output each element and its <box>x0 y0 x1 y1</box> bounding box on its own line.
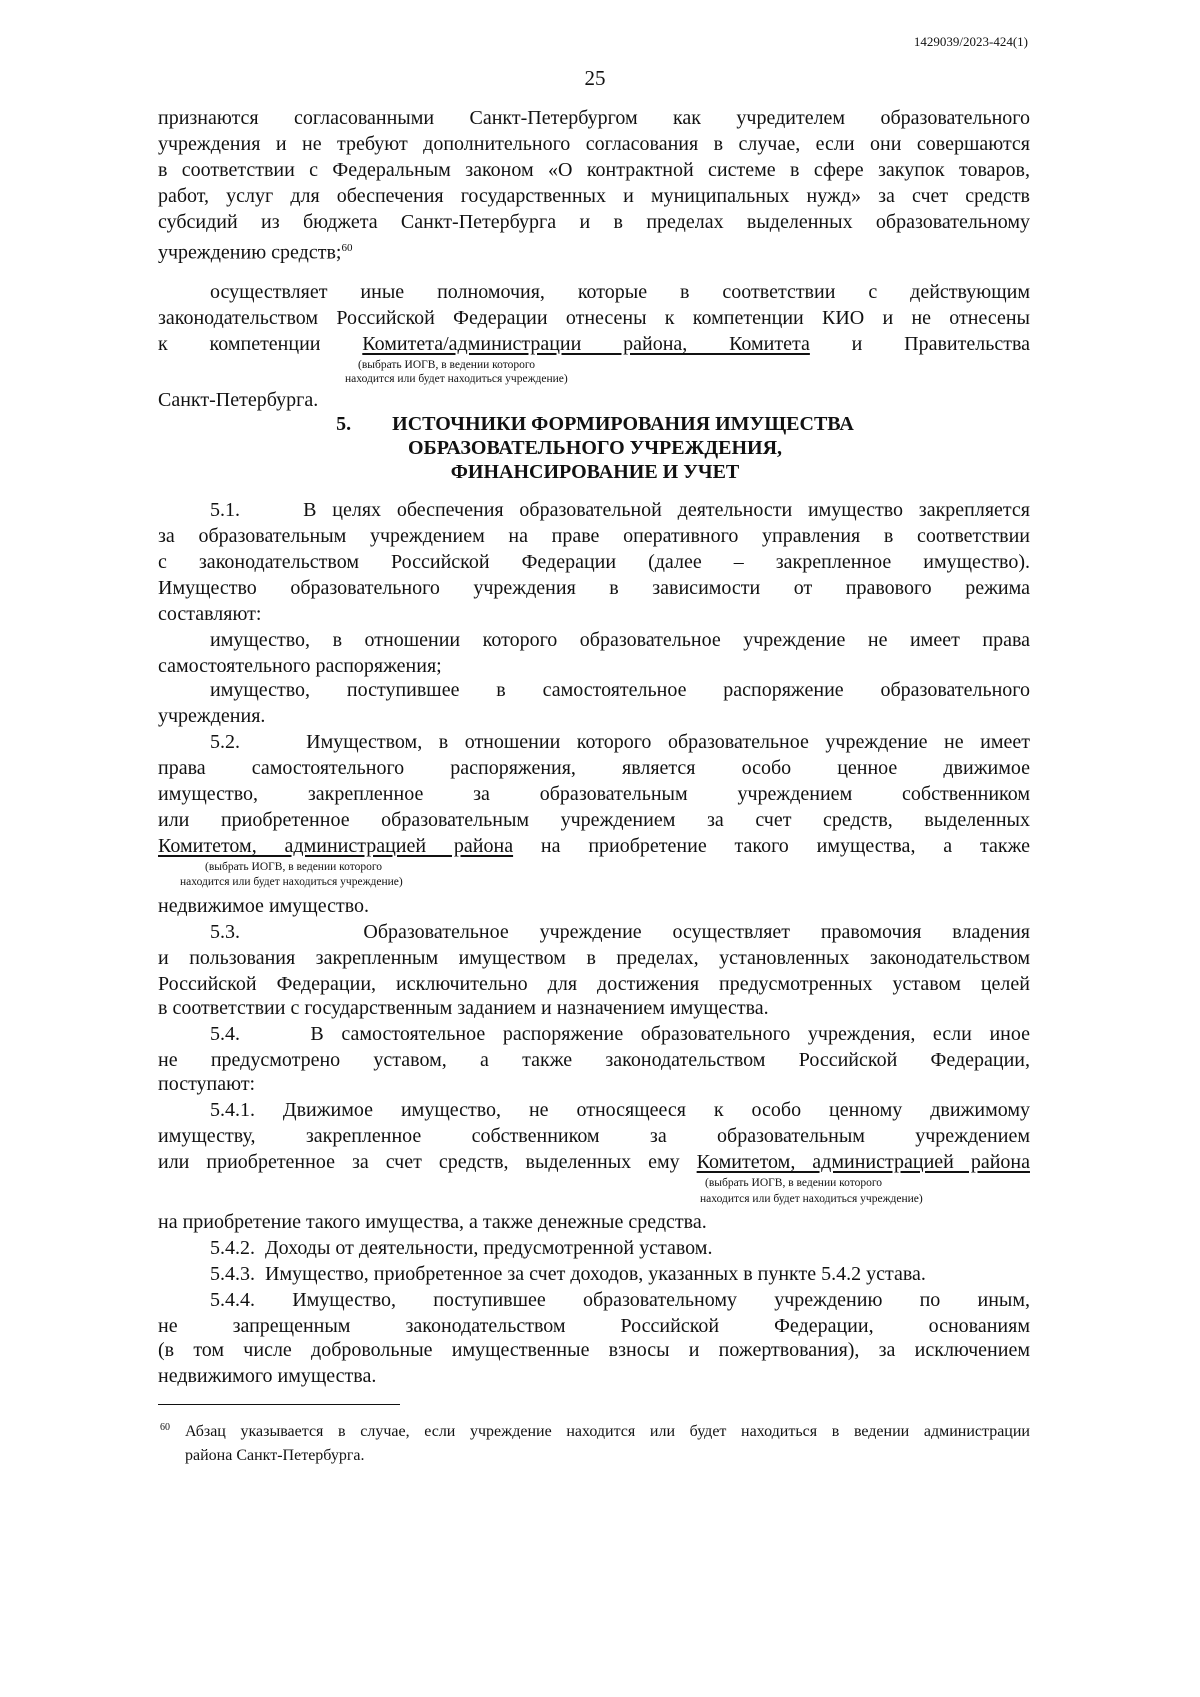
document-reference: 1429039/2023-424(1) <box>913 34 1028 49</box>
text-line: Санкт-Петербурга. <box>158 389 319 411</box>
text-line: имущество, в отношении которого образовательное учреждение не имеет права <box>210 629 1030 651</box>
section-heading <box>0 412 1190 436</box>
text-line: не запрещенным законодательством Российской Федерации, основаниям <box>158 1315 1030 1337</box>
hint-text: (выбрать ИОГВ, в ведении которого <box>705 1177 883 1189</box>
text: или приобретенное за счет средств, выделенных ему <box>158 1151 697 1173</box>
text-line: 5.4.4. Имущество, поступившее образовательному учреждению по иным, <box>210 1289 1030 1311</box>
text: на приобретение такого имущества, а также <box>513 835 1030 857</box>
text-line: субсидий из бюджета Санкт-Петербурга и в пределах выделенных образовательному <box>158 211 1030 233</box>
text-line: учреждения. <box>158 705 266 727</box>
hint-text: (выбрать ИОГВ, в ведении которого <box>205 861 383 873</box>
hint-text: (выбрать ИОГВ, в ведении которого <box>358 359 536 371</box>
text-line: имущество, закрепленное за образовательным учреждением собственником <box>158 783 1030 805</box>
hint-text: находится или будет находиться учреждение) <box>345 373 568 385</box>
text-line: в соответствии с государственным заданием и назначением имущества. <box>158 997 769 1019</box>
text-line: на приобретение такого имущества, а также денежные средства. <box>158 1211 707 1233</box>
text-line: права самостоятельного распоряжения, является особо ценное движимое <box>158 757 1030 779</box>
text-line: Российской Федерации, исключительно для достижения предусмотренных уставом целей <box>158 973 1030 995</box>
text-line: или приобретенное образовательным учреждением за счет средств, выделенных <box>158 809 1030 831</box>
text-line: 5.3. Образовательное учреждение осуществляет правомочия владения <box>210 921 1030 943</box>
text-line: самостоятельного распоряжения; <box>158 655 442 677</box>
text-line <box>158 236 1030 265</box>
text-line: признаются согласованными Санкт-Петербургом как учредителем образовательного <box>158 107 1030 129</box>
text-line: в соответствии с Федеральным законом «О контрактной системе в сфере закупок товаров, <box>158 159 1030 181</box>
text-line: законодательством Российской Федерации отнесены к компетенции КИО и не отнесены <box>158 307 1030 329</box>
text-line <box>158 834 1030 858</box>
text-line: 5.2. Имуществом, в отношении которого образовательное учреждение не имеет <box>210 731 1030 753</box>
footnote-mark: 60 <box>160 1422 170 1433</box>
text-line: имущество, поступившее в самостоятельное распоряжение образовательного <box>210 679 1030 701</box>
text-line: и пользования закрепленным имуществом в пределах, установленных законодательством <box>158 947 1030 969</box>
text-line: недвижимого имущества. <box>158 1365 377 1387</box>
text-line: учреждения и не требуют дополнительного согласования в случае, если они совершаются <box>158 133 1030 155</box>
footnote-separator <box>158 1404 400 1405</box>
text: учреждению средств; <box>158 241 342 264</box>
text-line: имуществу, закрепленное собственником за образовательным учреждением <box>158 1125 1030 1147</box>
heading-line: ФИНАНСИРОВАНИЕ И УЧЕТ <box>450 461 740 483</box>
text-line: 5.4. В самостоятельное распоряжение образовательного учреждения, если иное <box>210 1023 1030 1045</box>
placeholder-field: Комитетом, администрацией района <box>696 1151 1030 1173</box>
heading-line: ИСТОЧНИКИ ФОРМИРОВАНИЯ ИМУЩЕСТВА <box>392 413 854 435</box>
text-line: 5.4.2. Доходы от деятельности, предусмотренной уставом. <box>210 1237 713 1259</box>
text-line: поступают: <box>158 1073 256 1095</box>
text: к компетенции <box>158 333 363 355</box>
text-line: Имущество образовательного учреждения в зависимости от правового режима <box>158 577 1030 599</box>
footnote-text: района Санкт-Петербурга. <box>185 1447 365 1464</box>
hint-text: находится или будет находиться учреждение) <box>180 876 403 888</box>
section-number: 5. <box>336 413 352 435</box>
text-line: 5.1. В целях обеспечения образовательной деятельности имущество закрепляется <box>210 499 1030 521</box>
text-line: работ, услуг для обеспечения государственных и муниципальных нужд» за счет средств <box>158 185 1030 207</box>
footnote-reference[interactable]: 60 <box>341 242 353 254</box>
footnote-text: Абзац указывается в случае, если учреждение находится или будет находиться в ведении администрации <box>185 1423 1030 1440</box>
text-line: (в том числе добровольные имущественные взносы и пожертвования), за исключением <box>158 1339 1030 1361</box>
text: и Правительства <box>809 333 1031 355</box>
placeholder-field: Комитетом, администрацией района <box>158 835 514 857</box>
text-line <box>158 332 1030 356</box>
text-line: с законодательством Российской Федерации (далее – закрепленное имущество). <box>158 551 1030 573</box>
text-line: не предусмотрено уставом, а также законодательством Российской Федерации, <box>158 1049 1030 1071</box>
heading-line: ОБРАЗОВАТЕЛЬНОГО УЧРЕЖДЕНИЯ, <box>407 437 783 459</box>
text-line: за образовательным учреждением на праве оперативного управления в соответствии <box>158 525 1030 547</box>
hint-text: находится или будет находиться учреждение) <box>700 1193 923 1205</box>
text-line: 5.4.1. Движимое имущество, не относящееся к особо ценному движимому <box>210 1099 1030 1121</box>
text-line: недвижимое имущество. <box>158 895 369 917</box>
text-line: осуществляет иные полномочия, которые в соответствии с действующим <box>210 281 1030 303</box>
page-number: 25 <box>584 66 606 90</box>
text-line <box>158 1150 1030 1174</box>
placeholder-field: Комитета/администрации района, Комитета <box>362 333 810 355</box>
text-line: 5.4.3. Имущество, приобретенное за счет доходов, указанных в пункте 5.4.2 устава. <box>210 1263 926 1285</box>
text-line: составляют: <box>158 603 262 625</box>
